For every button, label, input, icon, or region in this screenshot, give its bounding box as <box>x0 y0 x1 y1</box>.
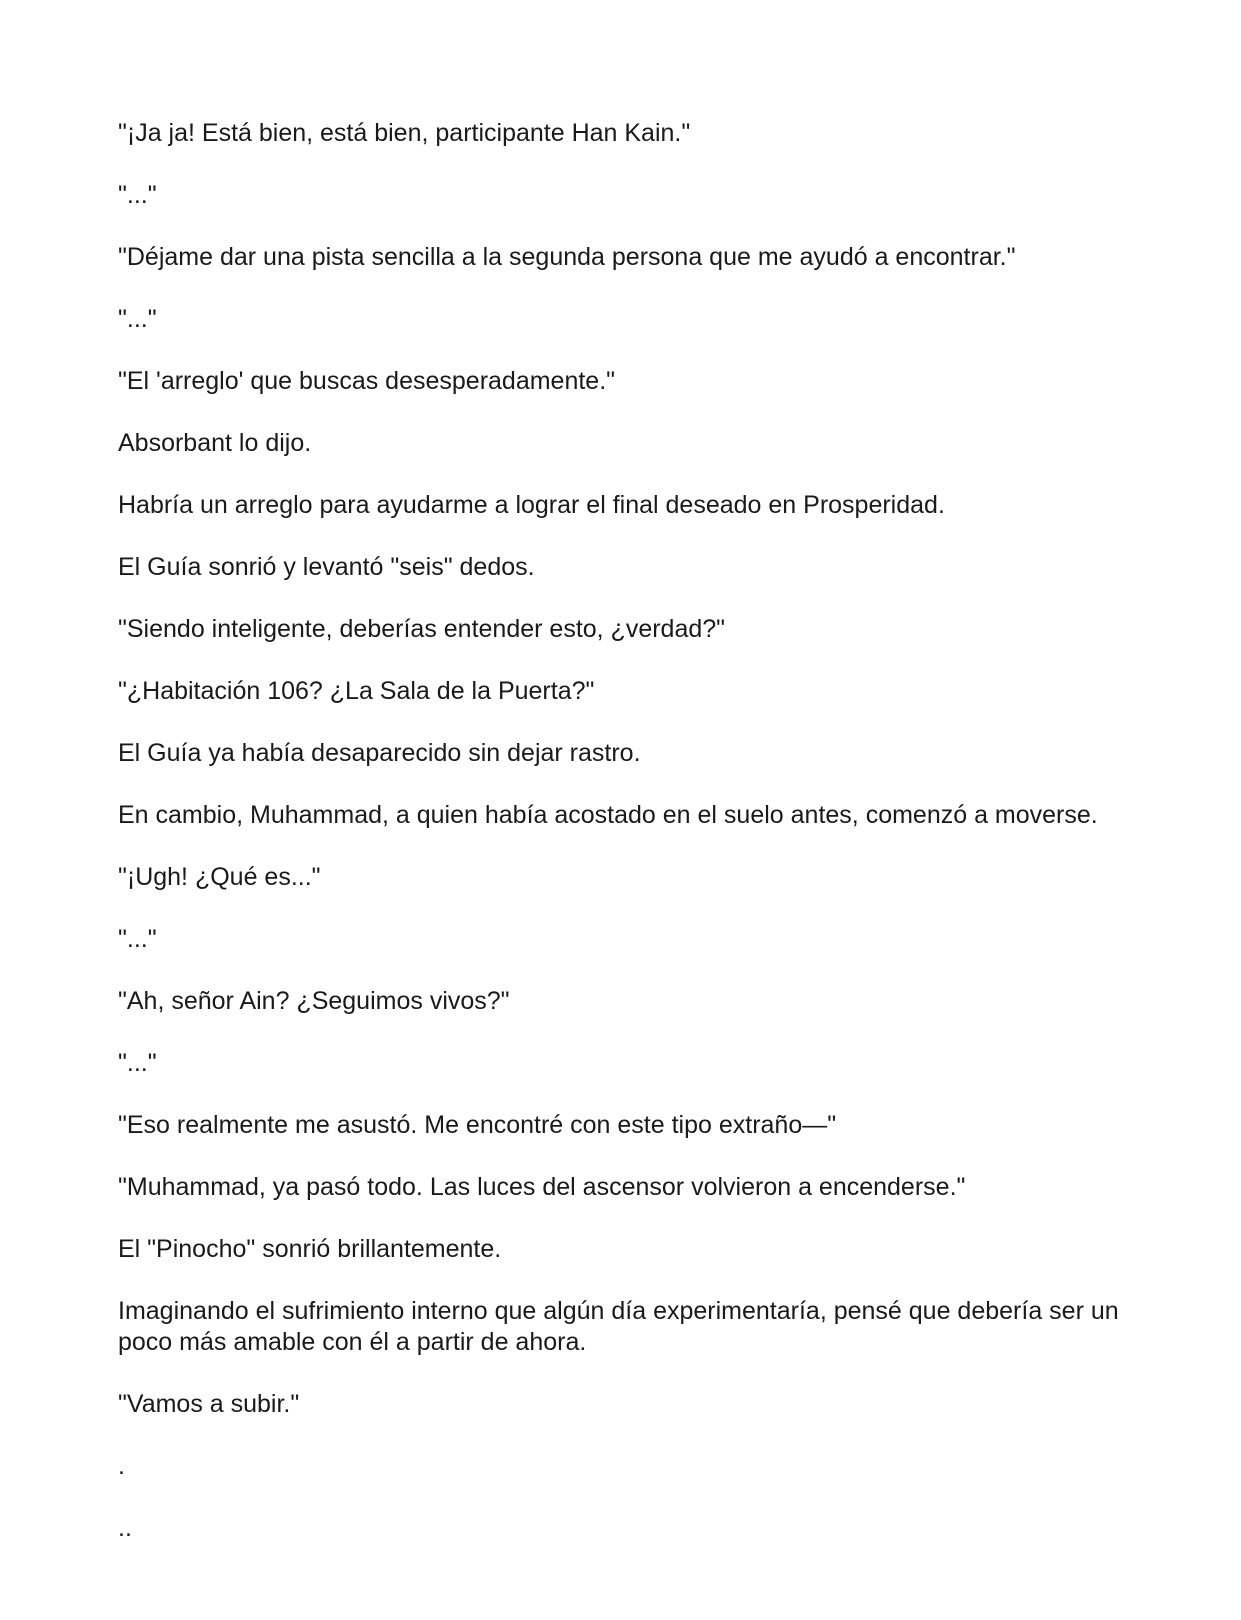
paragraph: Absorbant lo dijo. <box>118 429 312 457</box>
paragraph: El Guía sonrió y levantó "seis" dedos. <box>118 553 535 581</box>
paragraph: "..." <box>118 925 157 953</box>
paragraph: "..." <box>118 305 157 333</box>
paragraph: "¡Ja ja! Está bien, está bien, participante Han Kain." <box>118 119 691 147</box>
paragraph: "Eso realmente me asustó. Me encontré con este tipo extraño—" <box>118 1111 837 1139</box>
paragraph: "Vamos a subir." <box>118 1390 300 1418</box>
paragraph: "..." <box>118 1049 157 1077</box>
paragraph: "Siendo inteligente, deberías entender esto, ¿verdad?" <box>118 615 726 643</box>
paragraph: "El 'arreglo' que buscas desesperadamente." <box>118 367 616 395</box>
paragraph: "¿Habitación 106? ¿La Sala de la Puerta?" <box>118 677 595 705</box>
paragraph: Imaginando el sufrimiento interno que algún día experimentaría, pensé que debería ser un poco más amable con él a partir de ahora. <box>118 1297 1119 1356</box>
paragraph: . <box>118 1452 125 1480</box>
paragraph: "..." <box>118 181 157 209</box>
paragraph: El "Pinocho" sonrió brillantemente. <box>118 1235 502 1263</box>
paragraph: .. <box>118 1514 132 1542</box>
paragraph: "¡Ugh! ¿Qué es..." <box>118 863 321 891</box>
paragraph: "Muhammad, ya pasó todo. Las luces del ascensor volvieron a encenderse." <box>118 1173 966 1201</box>
paragraph: "Déjame dar una pista sencilla a la segunda persona que me ayudó a encontrar." <box>118 243 1016 271</box>
document-body <box>118 118 1128 1575</box>
paragraph: "Ah, señor Ain? ¿Seguimos vivos?" <box>118 987 510 1015</box>
paragraph: El Guía ya había desaparecido sin dejar rastro. <box>118 739 641 767</box>
paragraph: En cambio, Muhammad, a quien había acostado en el suelo antes, comenzó a moverse. <box>118 801 1098 829</box>
paragraph: Habría un arreglo para ayudarme a lograr el final deseado en Prosperidad. <box>118 491 945 519</box>
